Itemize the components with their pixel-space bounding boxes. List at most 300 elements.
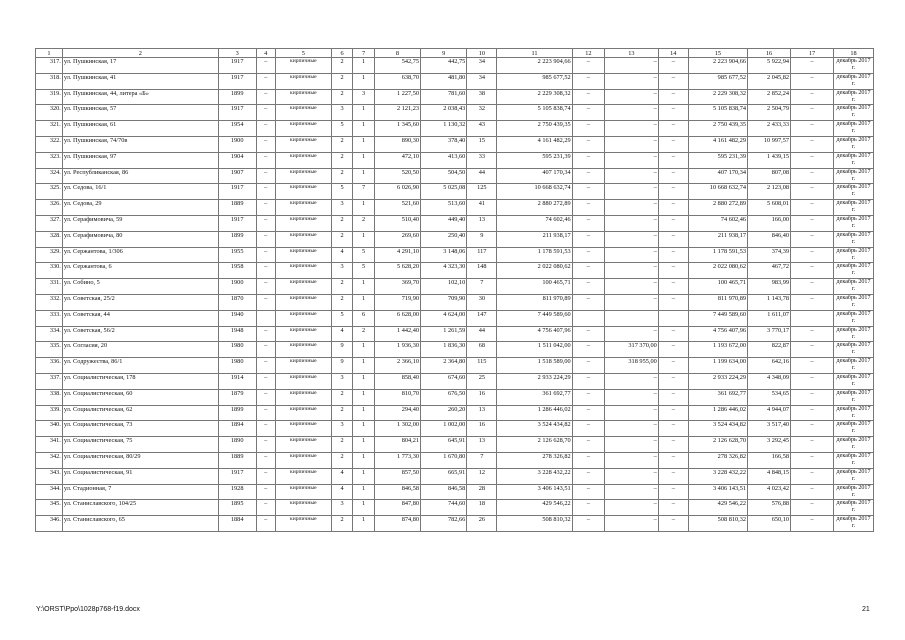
cell-total-area: 846,58: [374, 484, 420, 500]
cell-entrances: 1: [353, 168, 375, 184]
cell-owners-share: 4 756 407,96: [688, 326, 747, 342]
cell-entrances: 1: [353, 389, 375, 405]
cell-specific-cost: –: [791, 342, 834, 358]
column-number-2: 2: [62, 49, 218, 58]
cell-municipal-share: –: [658, 468, 688, 484]
cell-total-cost: 7 449 589,60: [497, 310, 572, 326]
cell-region-share: –: [604, 136, 658, 152]
cell-row-number: 336.: [36, 358, 63, 374]
cell-completion-date: декабрь 2017 г.: [834, 516, 874, 532]
cell-owners-share: 278 326,82: [688, 452, 747, 468]
cell-specific-cost: –: [791, 152, 834, 168]
cell-total-area: 1 227,50: [374, 89, 420, 105]
cell-address: ул. Социалистическая, 75: [62, 437, 218, 453]
cell-floors: 4: [331, 326, 353, 342]
cell-total-cost: 595 231,39: [497, 152, 572, 168]
cell-floors: 2: [331, 389, 353, 405]
cell-cost-per-sqm: 822,87: [748, 342, 791, 358]
cell-cost-per-sqm: 10 997,57: [748, 136, 791, 152]
cell-owners-share: 361 692,77: [688, 389, 747, 405]
cell-entrances: 1: [353, 231, 375, 247]
cell-year-built: 1895: [218, 500, 256, 516]
cell-owners-share: 3 406 143,51: [688, 484, 747, 500]
cell-total-cost: 1 518 589,00: [497, 358, 572, 374]
document-file-path: Y:\ORST\Ppo\1028p768-f19.docx: [36, 606, 140, 613]
cell-address: ул. Сержантова, 1/306: [62, 247, 218, 263]
cell-year-renovated: –: [256, 247, 275, 263]
cell-living-area: 709,90: [421, 294, 467, 310]
cell-fund-share: –: [572, 516, 604, 532]
cell-address: ул. Социалистическая, 80/29: [62, 452, 218, 468]
cell-municipal-share: –: [658, 452, 688, 468]
cell-residents: 13: [467, 437, 497, 453]
cell-year-built: 1879: [218, 389, 256, 405]
cell-wall-material: кирпичные: [275, 389, 331, 405]
cell-total-cost: 3 524 434,82: [497, 421, 572, 437]
cell-owners-share: 2 229 308,32: [688, 89, 747, 105]
cell-row-number: 341.: [36, 437, 63, 453]
cell-fund-share: –: [572, 152, 604, 168]
cell-fund-share: –: [572, 105, 604, 121]
cell-total-cost: 211 938,17: [497, 231, 572, 247]
cell-address: ул. Пушкинская, 44, литера «Б»: [62, 89, 218, 105]
cell-cost-per-sqm: 2 852,24: [748, 89, 791, 105]
cell-region-share: [604, 310, 658, 326]
cell-living-area: 1 836,30: [421, 342, 467, 358]
cell-region-share: –: [604, 452, 658, 468]
cell-specific-cost: –: [791, 121, 834, 137]
table-row: [36, 136, 874, 152]
cell-floors: 3: [331, 105, 353, 121]
cell-row-number: 325.: [36, 184, 63, 200]
cell-entrances: 5: [353, 247, 375, 263]
cell-municipal-share: –: [658, 421, 688, 437]
cell-cost-per-sqm: 846,40: [748, 231, 791, 247]
cell-total-area: 510,40: [374, 215, 420, 231]
table-row: [36, 326, 874, 342]
cell-living-area: 665,91: [421, 468, 467, 484]
cell-living-area: 260,20: [421, 405, 467, 421]
cell-year-renovated: –: [256, 215, 275, 231]
cell-address: ул. Седова, 16/1: [62, 184, 218, 200]
cell-region-share: –: [604, 421, 658, 437]
column-number-1: 1: [36, 49, 63, 58]
cell-specific-cost: –: [791, 500, 834, 516]
table-row: [36, 421, 874, 437]
cell-row-number: 333.: [36, 310, 63, 326]
cell-region-share: –: [604, 516, 658, 532]
cell-year-built: 1900: [218, 136, 256, 152]
cell-living-area: 781,60: [421, 89, 467, 105]
cell-address: ул. Сержантова, 6: [62, 263, 218, 279]
cell-total-cost: 2 880 272,89: [497, 200, 572, 216]
cell-floors: 2: [331, 73, 353, 89]
cell-owners-share: 10 668 632,74: [688, 184, 747, 200]
cell-entrances: 1: [353, 58, 375, 74]
cell-completion-date: декабрь 2017 г.: [834, 136, 874, 152]
cell-residents: 16: [467, 421, 497, 437]
cell-completion-date: декабрь 2017 г.: [834, 58, 874, 74]
cell-total-cost: 100 465,71: [497, 279, 572, 295]
cell-floors: 2: [331, 231, 353, 247]
cell-floors: 3: [331, 200, 353, 216]
cell-specific-cost: –: [791, 358, 834, 374]
cell-fund-share: –: [572, 373, 604, 389]
cell-wall-material: кирпичные: [275, 121, 331, 137]
cell-completion-date: декабрь 2017 г.: [834, 215, 874, 231]
cell-floors: 2: [331, 294, 353, 310]
cell-wall-material: кирпичные: [275, 373, 331, 389]
cell-fund-share: –: [572, 358, 604, 374]
cell-total-cost: 3 228 432,22: [497, 468, 572, 484]
cell-owners-share: 595 231,39: [688, 152, 747, 168]
cell-wall-material: кирпичные: [275, 215, 331, 231]
cell-total-area: 269,60: [374, 231, 420, 247]
cell-row-number: 339.: [36, 405, 63, 421]
cell-address: ул. Пушкинская, 17: [62, 58, 218, 74]
column-number-7: 7: [353, 49, 375, 58]
cell-total-area: 521,60: [374, 200, 420, 216]
cell-fund-share: –: [572, 484, 604, 500]
cell-residents: 38: [467, 89, 497, 105]
cell-living-area: 481,80: [421, 73, 467, 89]
cell-total-area: 542,75: [374, 58, 420, 74]
cell-row-number: 335.: [36, 342, 63, 358]
cell-municipal-share: –: [658, 358, 688, 374]
cell-municipal-share: –: [658, 500, 688, 516]
cell-owners-share: 2 880 272,89: [688, 200, 747, 216]
cell-year-renovated: –: [256, 326, 275, 342]
cell-row-number: 334.: [36, 326, 63, 342]
cell-specific-cost: –: [791, 484, 834, 500]
cell-wall-material: кирпичные: [275, 200, 331, 216]
cell-entrances: 3: [353, 89, 375, 105]
cell-residents: 68: [467, 342, 497, 358]
cell-total-area: 1 936,30: [374, 342, 420, 358]
cell-cost-per-sqm: 166,00: [748, 215, 791, 231]
cell-year-built: 1899: [218, 89, 256, 105]
cell-owners-share: 2 223 904,66: [688, 58, 747, 74]
cell-region-share: –: [604, 279, 658, 295]
cell-row-number: 331.: [36, 279, 63, 295]
cell-entrances: 1: [353, 200, 375, 216]
cell-total-cost: 3 406 143,51: [497, 484, 572, 500]
cell-entrances: 6: [353, 310, 375, 326]
cell-row-number: 342.: [36, 452, 63, 468]
cell-floors: 2: [331, 437, 353, 453]
cell-completion-date: декабрь 2017 г.: [834, 358, 874, 374]
cell-cost-per-sqm: 4 944,07: [748, 405, 791, 421]
cell-cost-per-sqm: 576,88: [748, 500, 791, 516]
cell-fund-share: –: [572, 452, 604, 468]
cell-total-area: 858,40: [374, 373, 420, 389]
cell-cost-per-sqm: 2 504,79: [748, 105, 791, 121]
cell-row-number: 323.: [36, 152, 63, 168]
cell-year-built: 1954: [218, 121, 256, 137]
cell-completion-date: декабрь 2017 г.: [834, 279, 874, 295]
cell-owners-share: 508 810,32: [688, 516, 747, 532]
cell-region-share: –: [604, 247, 658, 263]
cell-entrances: 1: [353, 136, 375, 152]
cell-specific-cost: –: [791, 73, 834, 89]
table-row: [36, 342, 874, 358]
cell-completion-date: декабрь 2017 г.: [834, 231, 874, 247]
column-number-3: 3: [218, 49, 256, 58]
cell-cost-per-sqm: 1 143,78: [748, 294, 791, 310]
cell-owners-share: 407 170,34: [688, 168, 747, 184]
cell-municipal-share: –: [658, 152, 688, 168]
column-number-header-row: [36, 49, 874, 58]
cell-residents: 7: [467, 279, 497, 295]
cell-total-area: 857,50: [374, 468, 420, 484]
cell-fund-share: –: [572, 184, 604, 200]
column-number-17: 17: [791, 49, 834, 58]
cell-entrances: 1: [353, 121, 375, 137]
cell-total-cost: 2 126 628,70: [497, 437, 572, 453]
cell-residents: 30: [467, 294, 497, 310]
cell-address: ул. Станиславского, 104/25: [62, 500, 218, 516]
cell-specific-cost: [791, 310, 834, 326]
cell-living-area: 846,58: [421, 484, 467, 500]
cell-wall-material: кирпичные: [275, 405, 331, 421]
cell-fund-share: –: [572, 121, 604, 137]
cell-entrances: 1: [353, 105, 375, 121]
cell-row-number: 320.: [36, 105, 63, 121]
cell-residents: 32: [467, 105, 497, 121]
table-row: [36, 437, 874, 453]
cell-total-cost: 429 546,22: [497, 500, 572, 516]
cell-completion-date: декабрь 2017 г.: [834, 73, 874, 89]
cell-municipal-share: –: [658, 105, 688, 121]
cell-fund-share: –: [572, 231, 604, 247]
cell-year-built: 1940: [218, 310, 256, 326]
cell-living-area: 102,10: [421, 279, 467, 295]
cell-wall-material: кирпичные: [275, 310, 331, 326]
cell-total-cost: 361 692,77: [497, 389, 572, 405]
cell-municipal-share: –: [658, 326, 688, 342]
cell-floors: 2: [331, 516, 353, 532]
cell-entrances: 1: [353, 421, 375, 437]
cell-year-built: 1917: [218, 215, 256, 231]
cell-year-renovated: –: [256, 89, 275, 105]
cell-region-share: –: [604, 105, 658, 121]
cell-wall-material: кирпичные: [275, 516, 331, 532]
cell-region-share: 317 370,00: [604, 342, 658, 358]
cell-specific-cost: –: [791, 89, 834, 105]
cell-living-area: 676,50: [421, 389, 467, 405]
cell-floors: 2: [331, 168, 353, 184]
cell-total-area: 1 773,30: [374, 452, 420, 468]
cell-year-renovated: –: [256, 342, 275, 358]
cell-total-area: 294,40: [374, 405, 420, 421]
cell-wall-material: кирпичные: [275, 58, 331, 74]
cell-entrances: 1: [353, 437, 375, 453]
cell-entrances: 1: [353, 516, 375, 532]
cell-specific-cost: –: [791, 294, 834, 310]
cell-year-renovated: –: [256, 152, 275, 168]
cell-municipal-share: –: [658, 73, 688, 89]
cell-cost-per-sqm: 166,58: [748, 452, 791, 468]
cell-row-number: 319.: [36, 89, 63, 105]
table-row: [36, 105, 874, 121]
cell-municipal-share: –: [658, 58, 688, 74]
cell-year-renovated: –: [256, 468, 275, 484]
cell-entrances: 1: [353, 468, 375, 484]
cell-completion-date: декабрь 2017 г.: [834, 105, 874, 121]
cell-fund-share: –: [572, 405, 604, 421]
cell-completion-date: декабрь 2017 г.: [834, 500, 874, 516]
column-number-16: 16: [748, 49, 791, 58]
cell-year-renovated: –: [256, 73, 275, 89]
cell-completion-date: декабрь 2017 г.: [834, 484, 874, 500]
cell-row-number: 330.: [36, 263, 63, 279]
cell-address: ул. Пушкинская, 41: [62, 73, 218, 89]
cell-living-area: 674,60: [421, 373, 467, 389]
cell-address: ул. Социалистическая, 60: [62, 389, 218, 405]
cell-address: ул. Социалистическая, 73: [62, 421, 218, 437]
table-row: [36, 405, 874, 421]
cell-year-renovated: –: [256, 184, 275, 200]
cell-year-renovated: –: [256, 358, 275, 374]
cell-owners-share: 7 449 589,60: [688, 310, 747, 326]
cell-total-area: 810,70: [374, 389, 420, 405]
table-row: [36, 58, 874, 74]
cell-owners-share: 811 970,89: [688, 294, 747, 310]
cell-living-area: 782,66: [421, 516, 467, 532]
cell-year-renovated: –: [256, 279, 275, 295]
cell-fund-share: –: [572, 136, 604, 152]
cell-row-number: 324.: [36, 168, 63, 184]
cell-living-area: 442,75: [421, 58, 467, 74]
cell-year-built: 1889: [218, 452, 256, 468]
cell-total-area: 472,10: [374, 152, 420, 168]
cell-cost-per-sqm: 467,72: [748, 263, 791, 279]
cell-row-number: 328.: [36, 231, 63, 247]
cell-total-cost: 74 602,46: [497, 215, 572, 231]
table-row: [36, 468, 874, 484]
cell-residents: 33: [467, 152, 497, 168]
cell-specific-cost: –: [791, 516, 834, 532]
cell-year-renovated: –: [256, 200, 275, 216]
cell-fund-share: –: [572, 73, 604, 89]
cell-municipal-share: –: [658, 136, 688, 152]
cell-fund-share: –: [572, 263, 604, 279]
cell-completion-date: декабрь 2017 г.: [834, 294, 874, 310]
cell-year-built: 1948: [218, 326, 256, 342]
cell-floors: 2: [331, 452, 353, 468]
cell-owners-share: 100 465,71: [688, 279, 747, 295]
cell-address: ул. Советская, 56/2: [62, 326, 218, 342]
cell-residents: 16: [467, 389, 497, 405]
cell-living-area: 2 364,80: [421, 358, 467, 374]
column-number-4: 4: [256, 49, 275, 58]
cell-cost-per-sqm: 3 770,17: [748, 326, 791, 342]
table-row: [36, 452, 874, 468]
cell-address: ул. Собино, 5: [62, 279, 218, 295]
cell-residents: 9: [467, 231, 497, 247]
cell-completion-date: декабрь 2017 г.: [834, 89, 874, 105]
cell-wall-material: кирпичные: [275, 105, 331, 121]
cell-living-area: 4 624,00: [421, 310, 467, 326]
cell-year-renovated: –: [256, 231, 275, 247]
cell-municipal-share: –: [658, 516, 688, 532]
cell-cost-per-sqm: 374,39: [748, 247, 791, 263]
cell-municipal-share: –: [658, 247, 688, 263]
cell-total-cost: 1 178 591,53: [497, 247, 572, 263]
cell-address: ул. Содружества, 86/1: [62, 358, 218, 374]
cell-specific-cost: –: [791, 247, 834, 263]
cell-row-number: 345.: [36, 500, 63, 516]
cell-total-cost: 2 933 224,29: [497, 373, 572, 389]
cell-wall-material: кирпичные: [275, 279, 331, 295]
cell-owners-share: 1 193 672,00: [688, 342, 747, 358]
cell-residents: 13: [467, 405, 497, 421]
cell-wall-material: кирпичные: [275, 184, 331, 200]
cell-completion-date: декабрь 2017 г.: [834, 421, 874, 437]
cell-address: ул. Пушкинская, 61: [62, 121, 218, 137]
cell-year-renovated: –: [256, 136, 275, 152]
cell-completion-date: декабрь 2017 г.: [834, 437, 874, 453]
cell-fund-share: –: [572, 294, 604, 310]
cell-year-built: 1889: [218, 200, 256, 216]
cell-entrances: 1: [353, 279, 375, 295]
column-number-11: 11: [497, 49, 572, 58]
cell-floors: 2: [331, 152, 353, 168]
cell-year-renovated: –: [256, 452, 275, 468]
cell-fund-share: –: [572, 500, 604, 516]
cell-row-number: 332.: [36, 294, 63, 310]
cell-address: ул. Советская, 25/2: [62, 294, 218, 310]
cell-total-cost: 278 326,82: [497, 452, 572, 468]
cell-row-number: 338.: [36, 389, 63, 405]
cell-year-built: 1907: [218, 168, 256, 184]
cell-wall-material: кирпичные: [275, 452, 331, 468]
cell-completion-date: декабрь 2017 г.: [834, 152, 874, 168]
cell-specific-cost: –: [791, 215, 834, 231]
cell-residents: 44: [467, 326, 497, 342]
cell-cost-per-sqm: 3 517,40: [748, 421, 791, 437]
cell-floors: 5: [331, 184, 353, 200]
cell-owners-share: 211 938,17: [688, 231, 747, 247]
cell-specific-cost: –: [791, 105, 834, 121]
cell-specific-cost: –: [791, 168, 834, 184]
cell-year-built: 1917: [218, 73, 256, 89]
cell-entrances: 5: [353, 263, 375, 279]
cell-residents: 148: [467, 263, 497, 279]
cell-cost-per-sqm: 1 439,15: [748, 152, 791, 168]
cell-region-share: –: [604, 152, 658, 168]
cell-owners-share: 1 286 446,02: [688, 405, 747, 421]
table-row: [36, 215, 874, 231]
cell-wall-material: кирпичные: [275, 231, 331, 247]
cell-municipal-share: –: [658, 215, 688, 231]
cell-row-number: 343.: [36, 468, 63, 484]
cell-living-area: 5 025,08: [421, 184, 467, 200]
cell-municipal-share: –: [658, 168, 688, 184]
cell-specific-cost: –: [791, 326, 834, 342]
cell-row-number: 327.: [36, 215, 63, 231]
cell-year-renovated: –: [256, 389, 275, 405]
cell-floors: 4: [331, 484, 353, 500]
cell-completion-date: декабрь 2017 г.: [834, 468, 874, 484]
cell-specific-cost: –: [791, 184, 834, 200]
cell-total-cost: 985 677,52: [497, 73, 572, 89]
cell-year-built: 1958: [218, 263, 256, 279]
cell-fund-share: –: [572, 89, 604, 105]
cell-entrances: 1: [353, 152, 375, 168]
cell-cost-per-sqm: 642,16: [748, 358, 791, 374]
cell-fund-share: –: [572, 247, 604, 263]
